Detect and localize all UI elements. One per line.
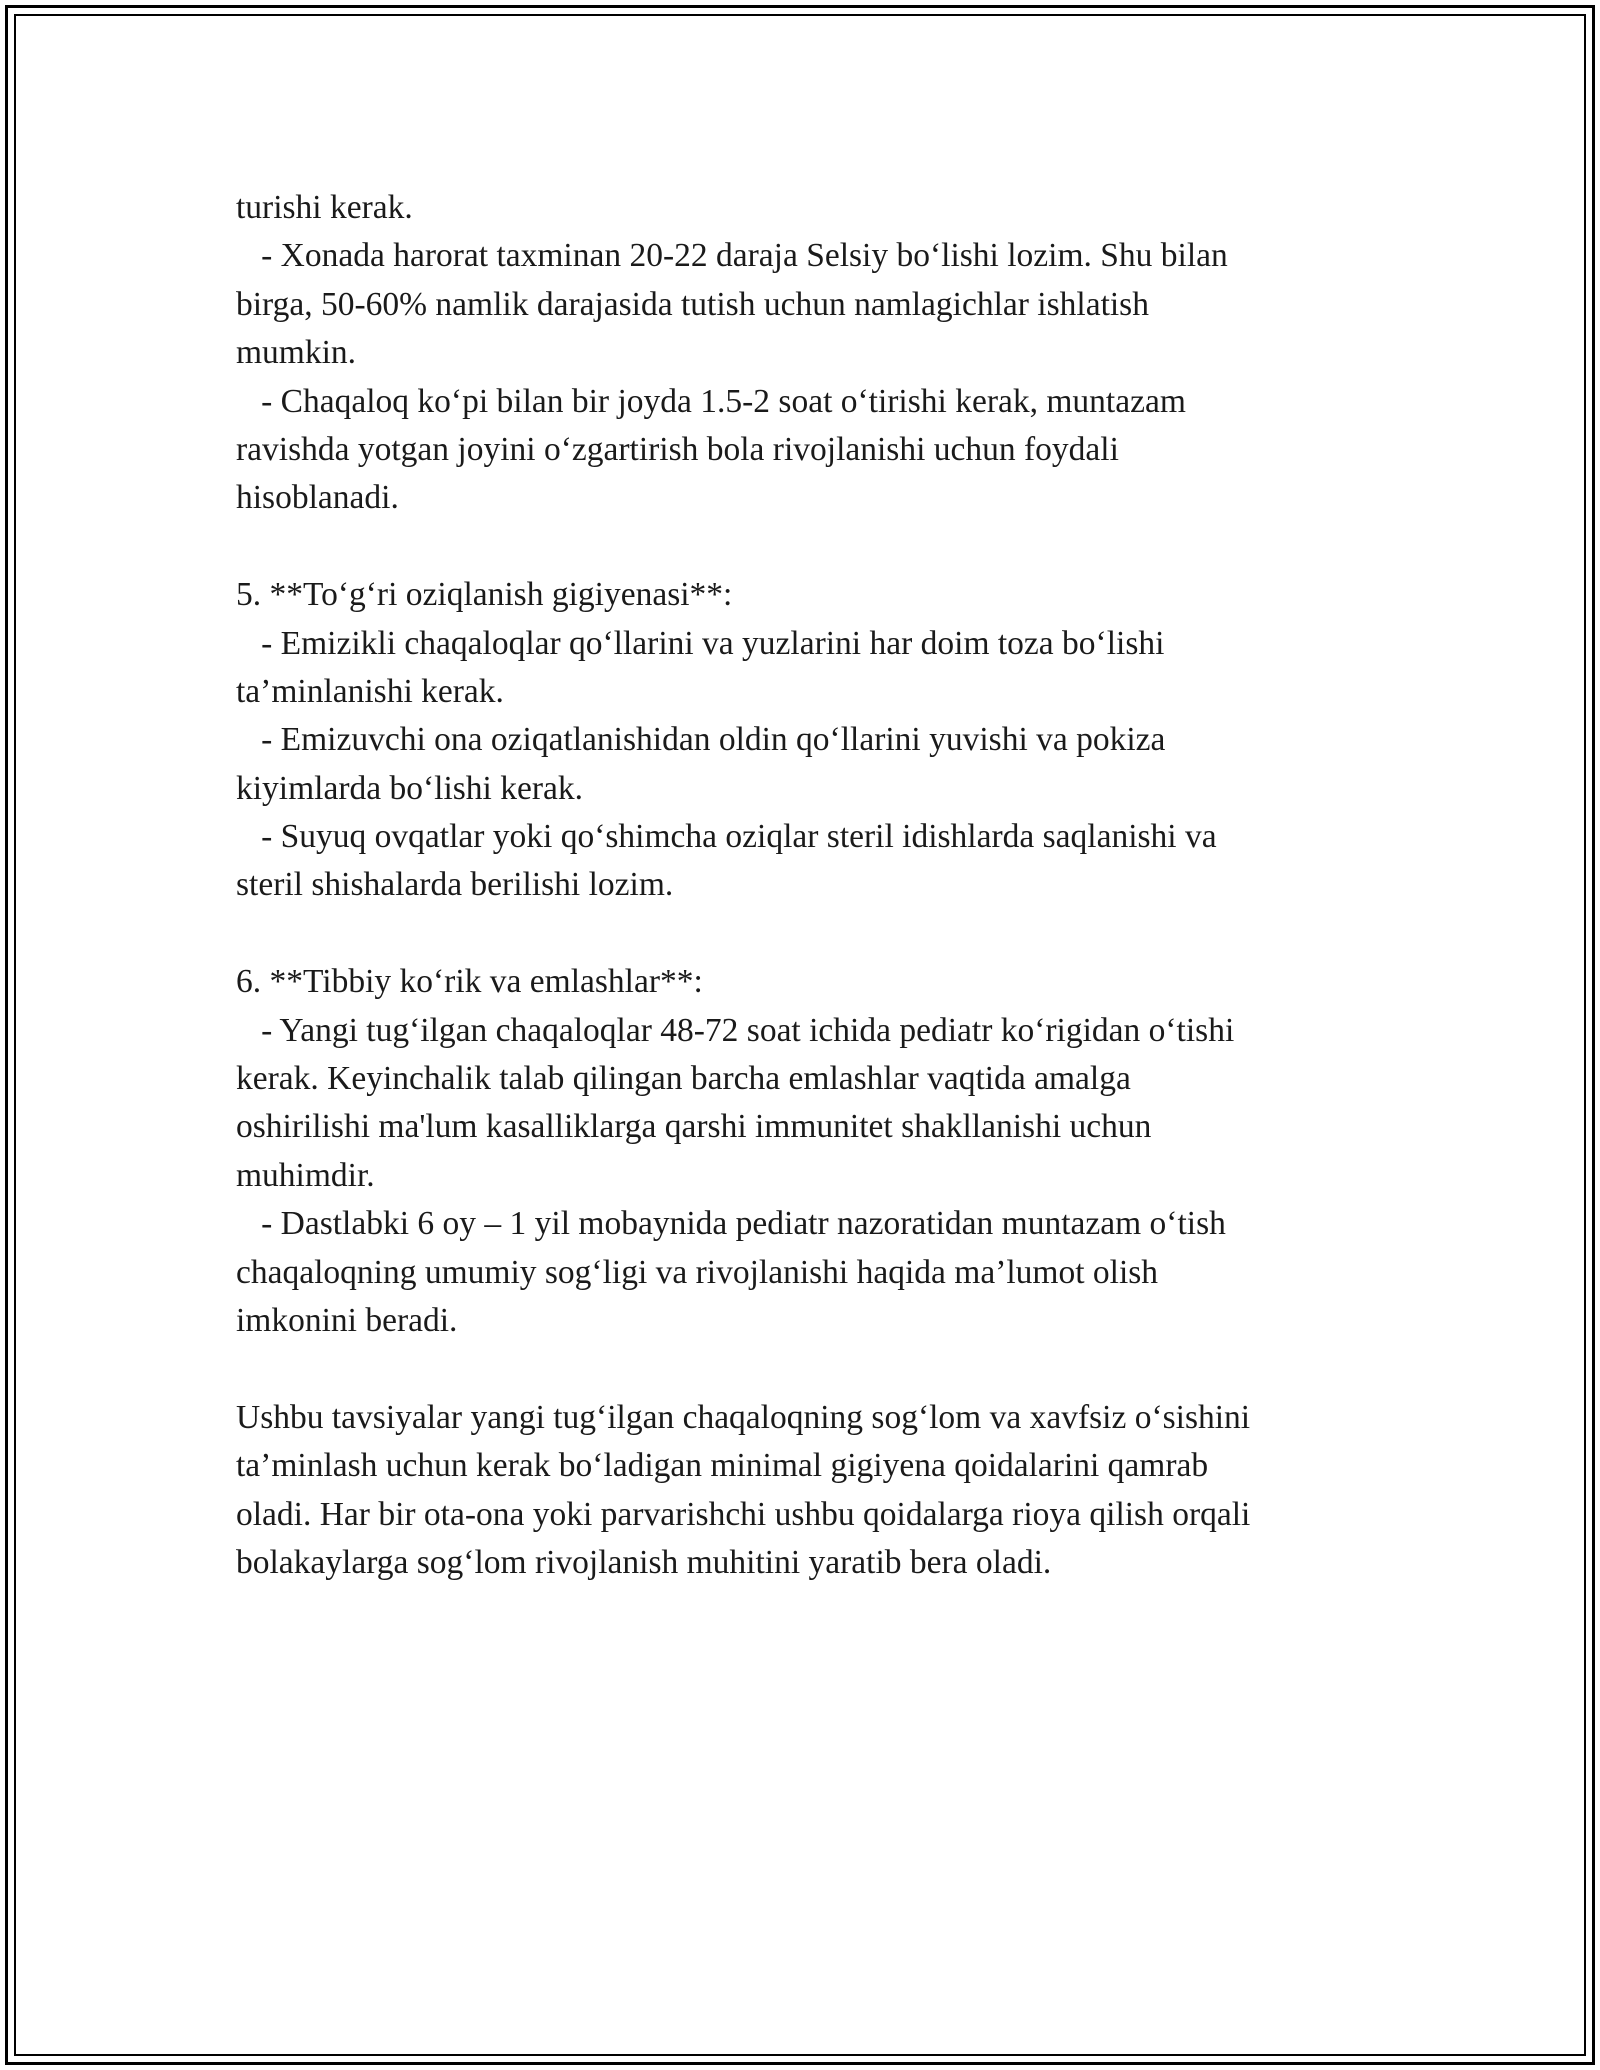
text-line: - Emizuvchi ona oziqatlanishidan oldin qo‘llarini yuvishi va pokiza [236, 721, 1166, 759]
text-line: mumkin. [236, 334, 357, 372]
text-line: - Emizikli chaqaloqlar qo‘llarini va yuzlarini har doim toza bo‘lishi [236, 624, 1165, 662]
blank-line [236, 1345, 1366, 1393]
blank-line [236, 910, 1366, 958]
text-line: ta’minlanishi kerak. [236, 672, 504, 710]
text-line: kerak. Keyinchalik talab qilingan barcha emlashlar vaqtida amalga [236, 1060, 1131, 1098]
blank-line [236, 523, 1366, 571]
text-line: steril shishalarda berilishi lozim. [236, 866, 674, 904]
document-body [236, 184, 1366, 1587]
text-line: - Xonada harorat taxminan 20-22 daraja Selsiy bo‘lishi lozim. Shu bilan [236, 237, 1228, 275]
text-line: - Chaqaloq ko‘pi bilan bir joyda 1.5-2 soat o‘tirishi kerak, muntazam [236, 382, 1186, 420]
text-line: hisoblanadi. [236, 479, 399, 517]
conclusion-line: oladi. Har bir ota-ona yoki parvarishchi ushbu qoidalarga rioya qilish orqali [236, 1495, 1251, 1533]
text-line: - Yangi tug‘ilgan chaqaloqlar 48-72 soat ichida pediatr ko‘rigidan o‘tishi [236, 1011, 1235, 1049]
text-line: - Dastlabki 6 oy – 1 yil mobaynida pediatr nazoratidan muntazam o‘tish [236, 1205, 1226, 1243]
section-heading: 6. **Tibbiy ko‘rik va emlashlar**: [236, 963, 703, 1001]
text-line: - Suyuq ovqatlar yoki qo‘shimcha oziqlar steril idishlarda saqlanishi va [236, 818, 1217, 856]
text-line: muhimdir. [236, 1156, 375, 1194]
conclusion-line: Ushbu tavsiyalar yangi tug‘ilgan chaqaloqning sog‘lom va xavfsiz o‘sishini [236, 1398, 1251, 1436]
text-line: birga, 50-60% namlik darajasida tutish uchun namlagichlar ishlatish [236, 285, 1149, 323]
conclusion-line: bolakaylarga sog‘lom rivojlanish muhitini yaratib bera oladi. [236, 1543, 1052, 1581]
text-line: chaqaloqning umumiy sog‘ligi va rivojlanishi haqida ma’lumot olish [236, 1253, 1159, 1291]
text-line: ravishda yotgan joyini o‘zgartirish bola rivojlanishi uchun foydali [236, 430, 1119, 468]
text-line: oshirilishi ma'lum kasalliklarga qarshi immunitet shakllanishi uchun [236, 1108, 1152, 1146]
conclusion-line: ta’minlash uchun kerak bo‘ladigan minimal gigiyena qoidalarini qamrab [236, 1447, 1209, 1485]
text-line: kiyimlarda bo‘lishi kerak. [236, 769, 584, 807]
text-line: imkonini beradi. [236, 1301, 458, 1339]
section-heading: 5. **To‘g‘ri oziqlanish gigiyenasi**: [236, 576, 733, 614]
text-line: turishi kerak. [236, 189, 413, 226]
